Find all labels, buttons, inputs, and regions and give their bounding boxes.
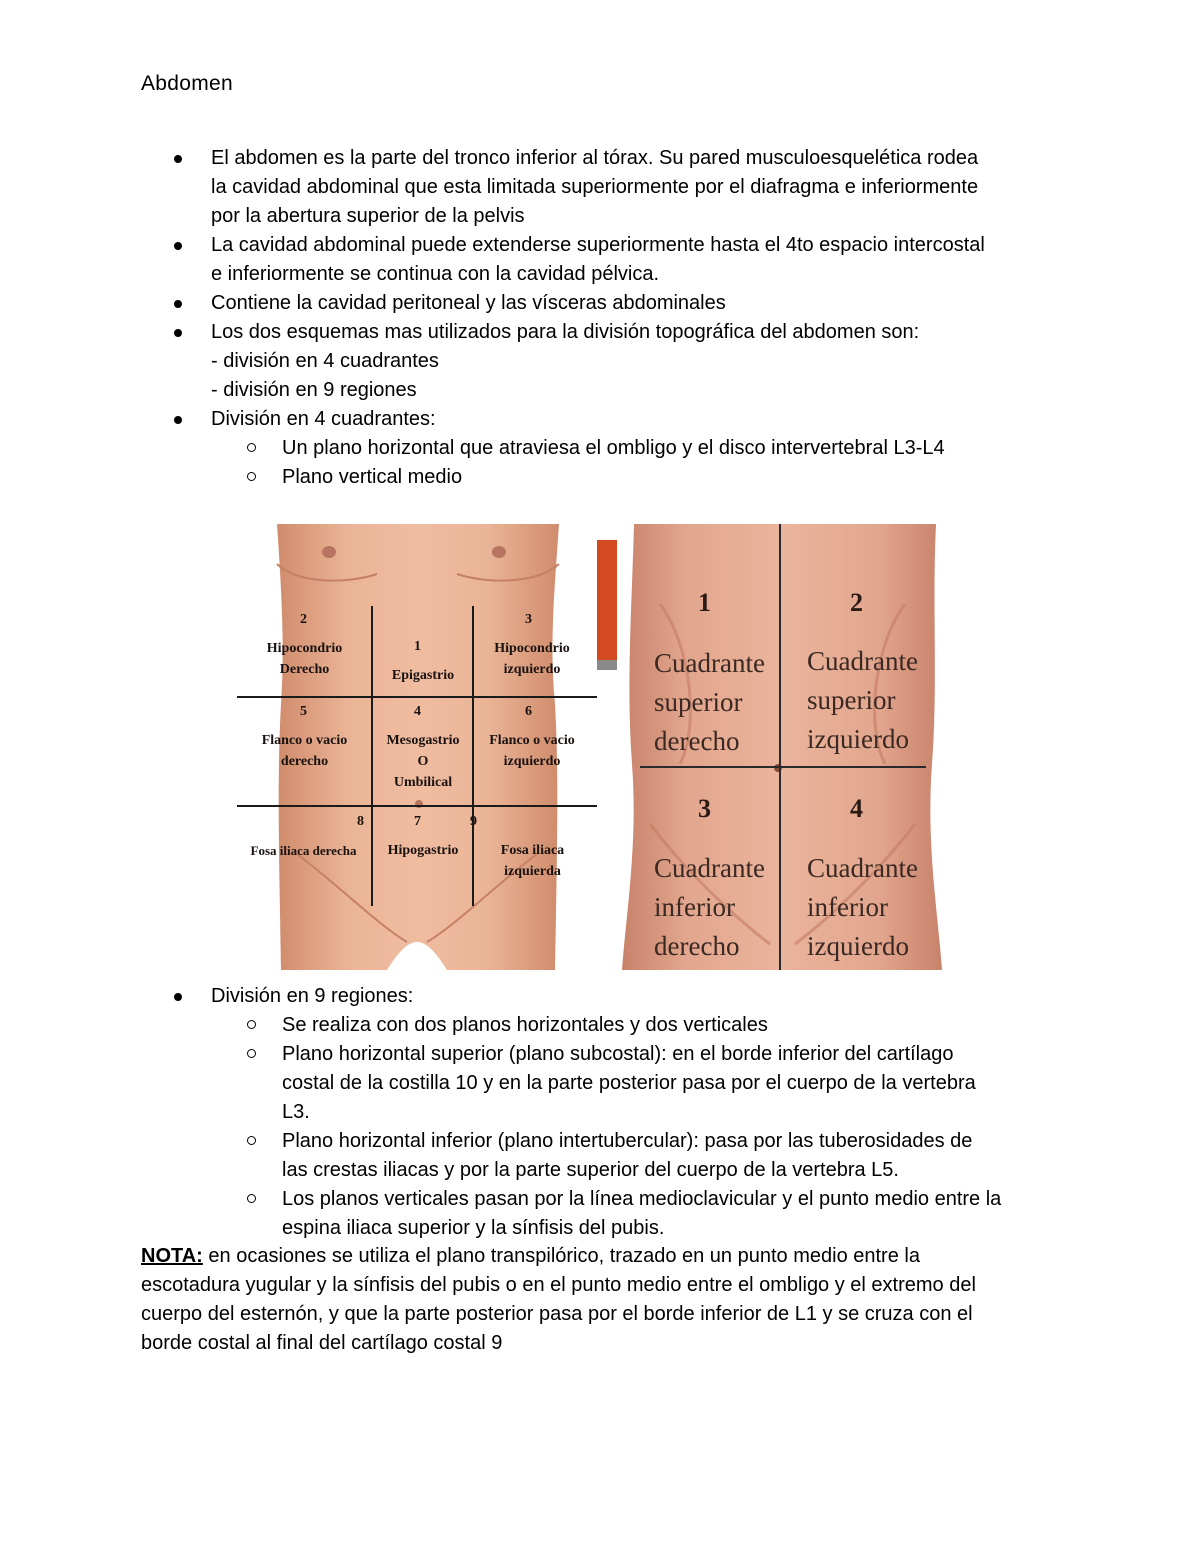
quadrant-label-inferior-derecho: Cuadrante inferior derecho — [654, 853, 765, 961]
note-text: en ocasiones se utiliza el plano transpilórico, trazado en un punto medio entre la — [202, 1245, 920, 1267]
quadrant-number: 2 — [850, 588, 863, 617]
region-number: 2 — [300, 612, 307, 627]
region-label-flanco-derecho: Flanco o vacio derecho — [261, 733, 348, 769]
bullet-icon — [174, 242, 182, 250]
region-label-hipogastrio: Hipogastrio — [387, 843, 459, 858]
region-label-flanco-izquierdo: Flanco o vacio izquierdo — [489, 733, 575, 769]
nine-regions-figure — [237, 524, 597, 970]
region-number: 1 — [414, 639, 421, 654]
intro-bullet-list — [141, 144, 1071, 492]
region-label-hipocondrio-derecho: Hipocondrio Derecho — [266, 641, 343, 677]
list-item: Los dos esquemas mas utilizados para la división topográfica del abdomen son: - división en 4 cuadrantes - división en 9 regiones — [141, 318, 1071, 405]
bullet-icon — [174, 329, 182, 337]
note-text: escotadura yugular y la sínfisis del pubis o en el punto medio entre el ombligo y el extremo del — [141, 1274, 976, 1296]
circle-bullet-icon — [247, 472, 256, 481]
bullet-icon — [174, 416, 182, 424]
circle-bullet-icon — [247, 1194, 256, 1203]
sub-list-item: Se realiza con dos planos horizontales y dos verticales — [141, 1011, 1071, 1040]
region-number: 5 — [300, 704, 307, 719]
quadrant-label-superior-izquierdo: Cuadrante superior izquierdo — [807, 646, 918, 754]
circle-bullet-icon — [247, 1020, 256, 1029]
circle-bullet-icon — [247, 443, 256, 452]
note-text: cuerpo del esternón, y que la parte posterior pasa por el borde inferior de L1 y se cruza con el — [141, 1303, 973, 1325]
region-number: 9 — [470, 814, 477, 829]
region-label-fosa-iliaca-izquierda: Fosa iliaca izquierda — [500, 843, 565, 879]
list-item: La cavidad abdominal puede extenderse superiormente hasta el 4to espacio intercostal e inferiormente se continua con la cavidad pélvica. — [141, 231, 1071, 289]
region-number: 7 — [414, 814, 421, 829]
note-paragraph — [141, 1242, 1071, 1358]
note-label: NOTA: — [141, 1245, 203, 1267]
list-item: División en 9 regiones: — [141, 982, 1071, 1011]
bullet-icon — [174, 155, 182, 163]
quadrant-label-inferior-izquierdo: Cuadrante inferior izquierdo — [807, 853, 918, 961]
bullet-icon — [174, 993, 182, 1001]
decorative-bar — [597, 528, 617, 670]
region-number: 3 — [525, 612, 532, 627]
sub-list-item: Plano horizontal inferior (plano intertubercular): pasa por las tuberosidades de las crestas iliacas y por la parte superior del cuerpo de la vertebra L5. — [141, 1127, 1071, 1185]
regions-bullet-list — [141, 982, 1071, 1243]
region-number: 4 — [414, 704, 421, 719]
sub-list-item: Los planos verticales pasan por la línea medioclavicular y el punto medio entre la espina iliaca superior y la sínfisis del pubis. — [141, 1185, 1071, 1243]
sub-list-item: Un plano horizontal que atraviesa el ombligo y el disco intervertebral L3-L4 — [141, 434, 1071, 463]
quadrant-number: 3 — [698, 794, 711, 823]
list-item: División en 4 cuadrantes: — [141, 405, 1071, 434]
region-number: 8 — [357, 814, 364, 829]
quadrant-label-superior-derecho: Cuadrante superior derecho — [654, 648, 765, 756]
region-number: 6 — [525, 704, 532, 719]
region-label-mesogastrio: Mesogastrio O Umbilical — [386, 733, 460, 790]
circle-bullet-icon — [247, 1049, 256, 1058]
circle-bullet-icon — [247, 1136, 256, 1145]
region-label-hipocondrio-izquierdo: Hipocondrio izquierdo — [494, 641, 570, 677]
note-text: borde costal al final del cartílago costal 9 — [141, 1332, 503, 1354]
region-label-fosa-iliaca-derecha: Fosa iliaca derecha — [250, 843, 357, 858]
sub-list-item: Plano horizontal superior (plano subcostal): en el borde inferior del cartílago costal de la costilla 10 y en la parte posterior pasa por el cuerpo de la vertebra L3. — [141, 1040, 1071, 1127]
list-item: Contiene la cavidad peritoneal y las vísceras abdominales — [141, 289, 1071, 318]
quadrant-number: 4 — [850, 794, 863, 823]
region-label-epigastrio: Epigastrio — [391, 668, 455, 683]
sub-list-item: Plano vertical medio — [141, 463, 1071, 492]
bullet-icon — [174, 300, 182, 308]
document-title: Abdomen — [141, 72, 233, 95]
list-item: El abdomen es la parte del tronco inferior al tórax. Su pared musculoesquelética rodea la cavidad abdominal que esta limitada superiormente por el diafragma e inferiormente por la abertura superior de la pelvis — [141, 144, 1071, 231]
quadrant-number: 1 — [698, 588, 711, 617]
four-quadrants-figure — [620, 524, 945, 970]
